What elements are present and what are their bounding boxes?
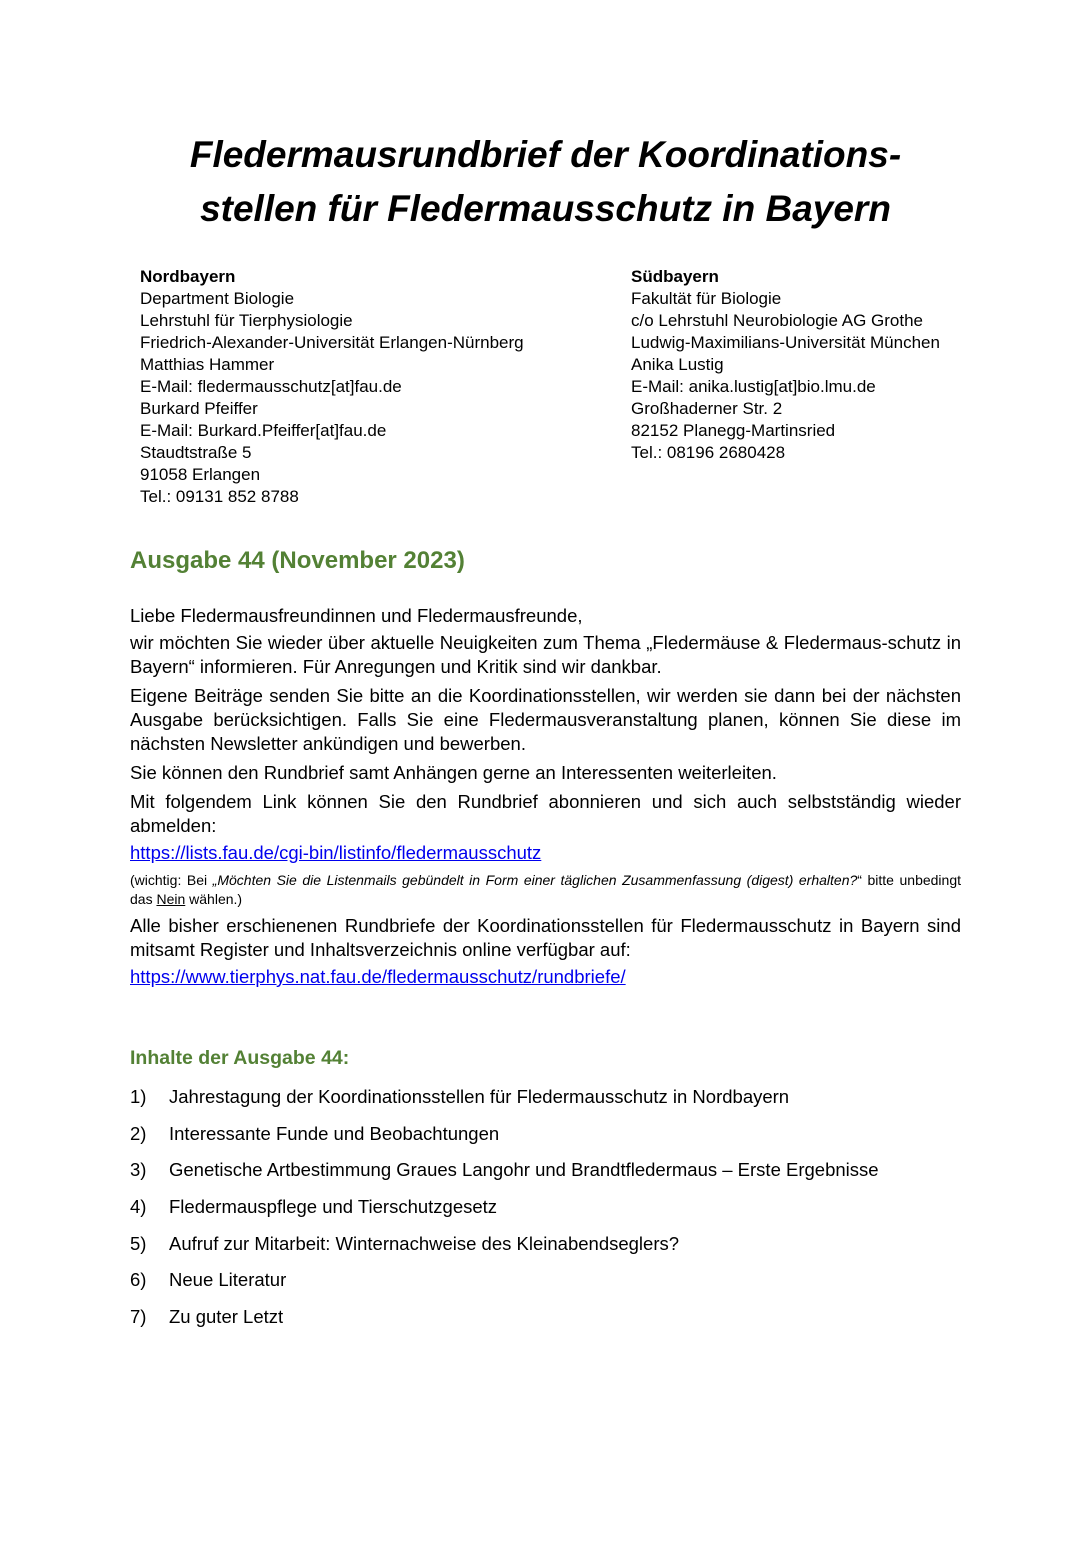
note-quote: „Möchten Sie die Listenmails gebündelt in Form einer täglichen Zusammenfassung (digest) erhalten? — [212, 872, 858, 888]
contact-south-line: c/o Lehrstuhl Neurobiologie AG Grothe — [631, 311, 924, 330]
page-title — [60, 128, 1031, 236]
toc-item-text: Neue Literatur — [169, 1269, 287, 1291]
contact-north-line: Lehrstuhl für Tierphysiologie — [140, 311, 353, 330]
note-mid: bitte unbedingt das — [130, 872, 961, 907]
toc-item — [130, 1122, 970, 1146]
contact-north-line: 91058 Erlangen — [140, 465, 261, 484]
title-line-1: Fledermausrundbrief der Koordinations- — [189, 134, 902, 175]
note-suffix: wählen.) — [185, 891, 243, 907]
intro-text — [130, 604, 961, 994]
toc-item-number: 2) — [130, 1122, 147, 1144]
contact-south — [631, 266, 940, 464]
toc-heading: Inhalte der Ausgabe 44: — [130, 1047, 350, 1069]
contact-south-line: Fakultät für Biologie — [631, 289, 782, 308]
contact-north-line: Department Biologie — [140, 289, 295, 308]
toc-item — [130, 1085, 970, 1109]
contact-south-line: Anika Lustig — [631, 355, 724, 374]
intro-paragraph: Eigene Beiträge senden Sie bitte an die Koordinationsstellen, wir werden sie dann bei der nächsten Ausgabe berücksichtigen. Falls Sie eine Fledermausveranstaltung planen, können Sie diese im nächsten Newsletter ankündigen und bewerben. — [130, 685, 961, 754]
intro-paragraph: Mit folgendem Link können Sie den Rundbrief abonnieren und sich auch selbstständig wieder abmelden: — [130, 791, 961, 836]
contact-north — [140, 266, 524, 508]
archive-link-wrapper — [130, 965, 961, 989]
contact-north-line: Matthias Hammer — [140, 355, 275, 374]
contact-south-phone: Tel.: 08196 2680428 — [631, 443, 786, 462]
toc-item-number: 5) — [130, 1232, 147, 1254]
contact-north-region: Nordbayern — [140, 267, 236, 286]
greeting: Liebe Fledermausfreundinnen und Fledermausfreunde, — [130, 605, 583, 626]
contact-north-line: Friedrich-Alexander-Universität Erlangen-Nürnberg — [140, 333, 524, 352]
toc-item-number: 4) — [130, 1196, 147, 1218]
toc-item-number: 3) — [130, 1159, 147, 1181]
contact-north-email-2: E-Mail: Burkard.Pfeiffer[at]fau.de — [140, 421, 387, 440]
toc-item-text: Genetische Artbestimmung Graues Langohr und Brandtfledermaus – Erste Ergebnisse — [169, 1159, 879, 1181]
contact-north-phone: Tel.: 09131 852 8788 — [140, 487, 299, 506]
toc-item — [130, 1305, 970, 1329]
contact-north-line: Burkard Pfeiffer — [140, 399, 258, 418]
toc-item-text: Aufruf zur Mitarbeit: Winternachweise des Kleinabendseglers? — [169, 1232, 680, 1254]
contact-south-line: Großhaderner Str. 2 — [631, 399, 783, 418]
toc-item-number: 1) — [130, 1086, 147, 1107]
toc-item-text: Interessante Funde und Beobachtungen — [169, 1122, 500, 1144]
archive-link[interactable]: https://www.tierphys.nat.fau.de/fledermausschutz/rundbriefe/ — [130, 966, 626, 987]
contact-south-email: E-Mail: anika.lustig[at]bio.lmu.de — [631, 377, 876, 396]
toc-item — [130, 1268, 970, 1292]
toc-item-text: Fledermauspflege und Tierschutzgesetz — [169, 1196, 498, 1218]
toc-item-number: 7) — [130, 1306, 147, 1328]
subscribe-link[interactable]: https://lists.fau.de/cgi-bin/listinfo/fledermausschutz — [130, 842, 542, 863]
archive-paragraph: Alle bisher erschienenen Rundbriefe der Koordinationsstellen für Fledermausschutz in Bayern sind mitsamt Register und Inhaltsverzeichnis online verfügbar auf: — [130, 915, 961, 960]
subscribe-link-wrapper — [130, 841, 961, 865]
intro-paragraph: wir möchten Sie wieder über aktuelle Neuigkeiten zum Thema „Fledermäuse & Fledermaus-schutz in Bayern“ informieren. Für Anregungen und Kritik sind wir dankbar. — [130, 632, 961, 677]
toc-item — [130, 1232, 970, 1256]
toc-item — [130, 1158, 970, 1182]
toc-item-text: Zu guter Letzt — [169, 1306, 284, 1328]
contact-south-region: Südbayern — [631, 267, 719, 286]
note-choice: Nein — [156, 891, 186, 907]
contact-north-line: Staudtstraße 5 — [140, 443, 252, 462]
note-quote-end: “ — [857, 872, 862, 888]
toc-list — [130, 1085, 970, 1342]
toc-item — [130, 1195, 970, 1219]
title-line-2: stellen für Fledermausschutz in Bayern — [200, 188, 891, 229]
issue-heading: Ausgabe 44 (November 2023) — [130, 547, 465, 574]
contact-south-line: 82152 Planegg-Martinsried — [631, 421, 836, 440]
contact-south-line: Ludwig-Maximilians-Universität München — [631, 333, 940, 352]
note-prefix: (wichtig: Bei — [130, 872, 213, 888]
toc-item-number: 6) — [130, 1269, 147, 1291]
toc-item-text: Jahrestagung der Koordinationsstellen für Fledermausschutz in Nordbayern — [169, 1086, 790, 1107]
intro-paragraph: Sie können den Rundbrief samt Anhängen gerne an Interessenten weiterleiten. — [130, 762, 777, 783]
contact-north-email-1: E-Mail: fledermausschutz[at]fau.de — [140, 377, 402, 396]
digest-note — [130, 871, 961, 909]
